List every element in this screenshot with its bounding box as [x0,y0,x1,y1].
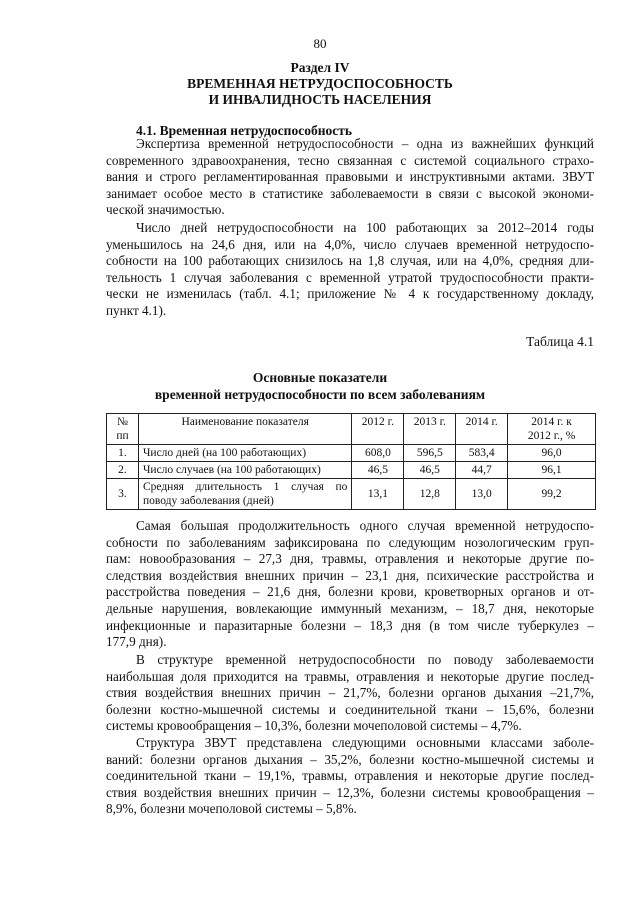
subsection-title: 4.1. Временная нетрудоспособность [136,123,352,138]
table-header-row [107,414,596,445]
table-row [107,479,596,510]
cell-name [138,479,351,510]
header-ratio-line1: 2014 г. к [531,416,572,428]
cell-num: 3. [107,479,139,510]
text-line: следствия воздействия внешних причин – 23,1 дня, психические расстройства и [106,567,594,583]
header-2014: 2014 г. [456,414,508,445]
paragraph-3 [106,518,594,651]
text-line: Структура ЗВУТ представлена следующими основными классами заболе- [136,735,594,750]
header-num [107,414,139,445]
text-line: 8,9%, болезни мочеполовой системы – 5,8%. [106,801,357,817]
text-line: Самая большая продолжительность одного случая временной нетрудоспо- [136,518,594,533]
cell-2014: 583,4 [456,445,508,462]
text-line: вания и строго регламентированная правовыми и инструктивными актами. ЗВУТ [106,169,594,185]
table-title-line2: временной нетрудоспособности по всем заболеваниям [154,387,486,402]
text-line: дельные нарушения, вовлекающие иммунный механизм, – 18,7 дня, некоторые [106,600,594,616]
cell-2013: 46,5 [404,462,456,479]
header-ratio-line2: 2012 г., % [527,430,576,442]
header-ratio [508,414,596,445]
table-row [107,445,596,462]
section-label: Раздел IV [290,60,350,75]
table-title [0,369,640,403]
table-row [107,462,596,479]
cell-2014: 44,7 [456,462,508,479]
page-number: 80 [313,36,327,51]
indicators-table [106,413,596,510]
text-line: В структуре временной нетрудоспособности по поводу заболеваемости [136,652,594,667]
header-num-line1: № [116,416,128,428]
text-line: системы кровообращения – 10,3%, болезни мочеполовой системы – 4,7%. [106,718,522,734]
table-title-line1: Основные показатели [252,370,388,385]
text-line: занимает особое место в статистике заболеваемости в связи с высокой экономи- [106,185,594,201]
text-line: ствия воздействия внешних причин – 21,7%, болезни органов дыхания –21,7%, [106,685,594,701]
header-2013: 2013 г. [404,414,456,445]
text-line: 177,9 дня). [106,634,167,650]
cell-num: 2. [107,462,139,479]
table-label: Таблица 4.1 [526,334,594,349]
text-line: соединительной ткани – 19,1%, травмы, отравления и некоторые другие послед- [106,768,594,784]
text-line: тельность 1 случая заболевания с временной утратой трудоспособности практи- [106,269,594,285]
cell-ratio: 99,2 [508,479,596,510]
text-line: пункт 4.1). [106,302,167,318]
text-line: наибольшая доля приходится на травмы, отравления и некоторые другие послед- [106,668,594,684]
cell-name: Число дней (на 100 работающих) [138,445,351,462]
cell-name-line1: Средняя длительность 1 случая по [142,481,348,493]
text-line: чески не изменилась (табл. 4.1; приложение № 4 к государственному докладу, [106,286,594,302]
paragraph-1 [106,136,594,219]
cell-2012: 13,1 [352,479,404,510]
text-line: инфекционные и паразитарные болезни – 18,3 дня (в том числе туберкулез – [106,617,594,633]
text-line: собности по заболеваниям зафиксирована по следующим нозологическим груп- [106,534,594,550]
cell-2013: 12,8 [404,479,456,510]
text-line: Экспертиза временной нетрудоспособности – одна из важнейших функций [136,136,594,151]
cell-2014: 13,0 [456,479,508,510]
paragraph-2 [106,220,594,320]
cell-num: 1. [107,445,139,462]
cell-ratio: 96,0 [508,445,596,462]
cell-2012: 46,5 [352,462,404,479]
text-line: уменьшилось на 24,6 дня, или на 4,0%, число случаев временной нетрудоспо- [106,236,594,252]
text-line: пам: новообразования – 27,3 дня, травмы, отравления и некоторые другие по- [106,551,594,567]
header-name: Наименование показателя [138,414,351,445]
section-title-line1: ВРЕМЕННАЯ НЕТРУДОСПОСОБНОСТЬ [187,76,453,91]
text-line: Число дней нетрудоспособности на 100 работающих за 2012–2014 годы [136,220,594,235]
section-title-line2: И ИНВАЛИДНОСТЬ НАСЕЛЕНИЯ [208,92,432,107]
text-line: ваний: болезни органов дыхания – 35,2%, болезни костно-мышечной системы и [106,751,594,767]
text-line: болезни костно-мышечной системы и соединительной ткани – 15,6%, болезни [106,701,594,717]
paragraph-5 [106,735,594,818]
text-line: собности на 100 работающих снизилось на 1,8 случая, или на 4,0%, средняя дли- [106,253,594,269]
text-line: ствия воздействия внешних причин – 12,3%, болезни системы кровообращения – [106,784,594,800]
text-line: современного здравоохранения, тесно связанная с системой социального страхо- [106,152,594,168]
cell-name-line2: поводу заболевания (дней) [142,495,274,507]
text-line: расстройства поведения – 21,6 дня, болезни крови, кроветворных органов и от- [106,584,594,600]
header-num-line2: пп [116,430,129,442]
section-heading [0,60,640,108]
cell-2013: 596,5 [404,445,456,462]
header-2012: 2012 г. [352,414,404,445]
cell-ratio: 96,1 [508,462,596,479]
cell-2012: 608,0 [352,445,404,462]
paragraph-4 [106,652,594,735]
text-line: ческой значимостью. [106,202,225,218]
cell-name: Число случаев (на 100 работающих) [138,462,351,479]
